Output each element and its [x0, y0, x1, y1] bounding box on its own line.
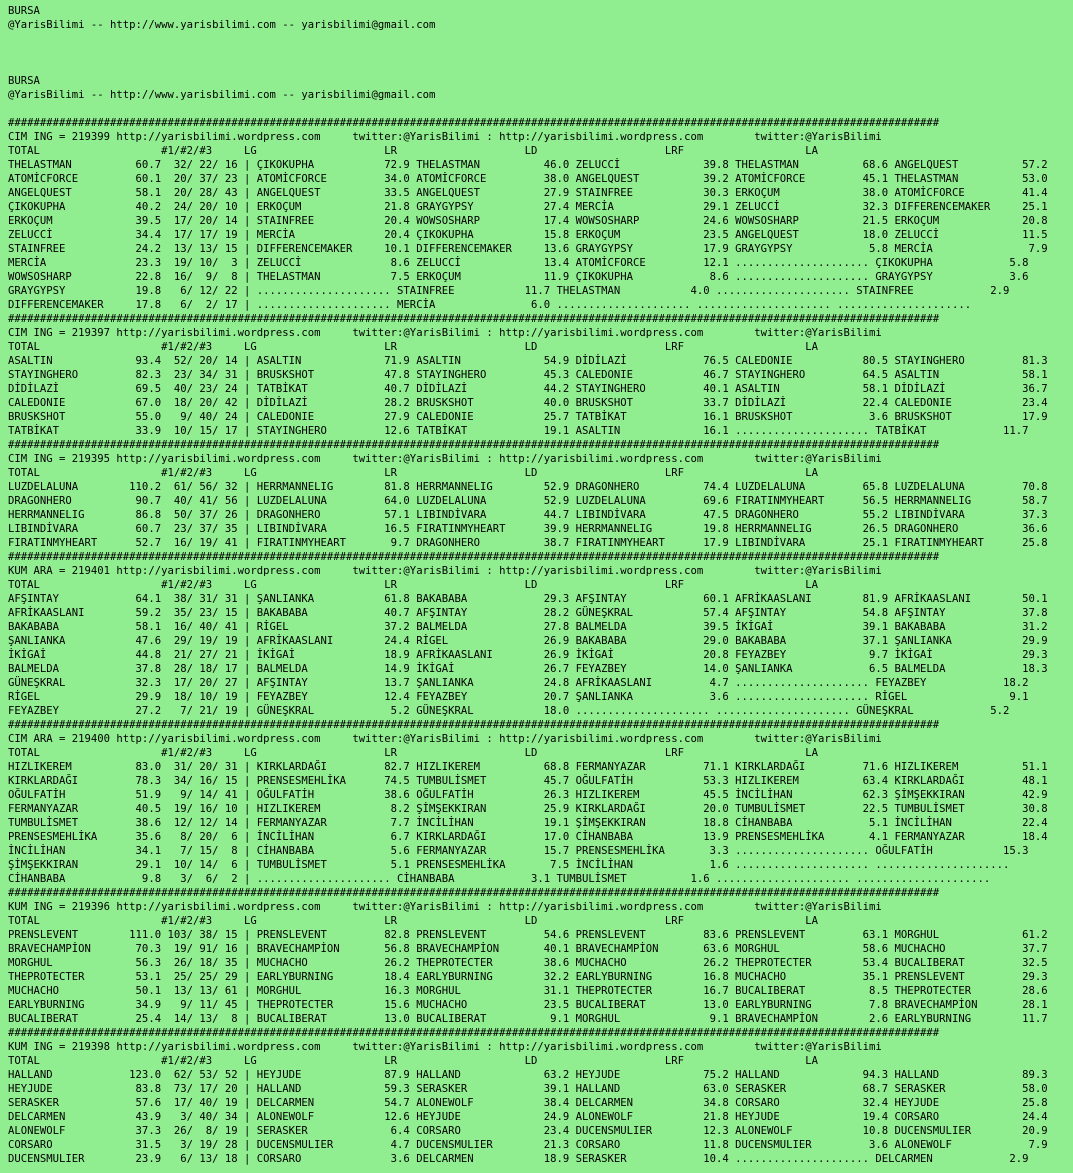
report-line: BRAVECHAMPİON 70.3 19/ 91/ 16 | BRAVECHAMPİON 56.8 BRAVECHAMPİON 40.1 BRAVECHAMPİON 63.6 MORGHUL 58.6 MUCHACHO 37.7 [8, 943, 1048, 955]
report-line: STAYINGHERO 82.3 23/ 34/ 31 | BRUSKSHOT 47.8 STAYINGHERO 45.3 CALEDONIE 46.7 STAYINGHERO 64.5 ASALTIN 58.1 [8, 369, 1048, 381]
report-line: LUZDELALUNA 110.2 61/ 56/ 32 | HERRMANNELIG 81.8 HERRMANNELIG 52.9 DRAGONHERO 74.4 LUZDELALUNA 65.8 LUZDELALUNA 70.8 [8, 481, 1048, 493]
report-line: CİHANBABA 9.8 3/ 6/ 2 | ..................... CİHANBABA 3.1 TUMBULİSMET 1.6 ..................... ..................... [8, 873, 991, 885]
report-line: CIM ARA = 219400 http://yarisbilimi.wordpress.com twitter:@YarisBilimi : http://yarisbilimi.wordpress.com twitter:@YarisBilimi [8, 733, 882, 745]
report-line: ZELUCCİ 34.4 17/ 17/ 19 | MERCİA 20.4 ÇIKOKUPHA 15.8 ERKOÇUM 23.5 ANGELQUEST 18.0 ZELUCCİ 11.5 [8, 229, 1048, 241]
report-line: AFŞINTAY 64.1 38/ 31/ 31 | ŞANLIANKA 61.8 BAKABABA 29.3 AFŞINTAY 60.1 AFRİKAASLANI 81.9 AFRİKAASLANI 50.1 [8, 593, 1048, 605]
report-line: GÜNEŞKRAL 32.3 17/ 20/ 27 | AFŞINTAY 13.7 ŞANLIANKA 24.8 AFRİKAASLANI 4.7 ..................... FEYAZBEY 18.2 [8, 677, 1029, 689]
report-line: ŞANLIANKA 47.6 29/ 19/ 19 | AFRİKAASLANI 24.4 RİGEL 26.9 BAKABABA 29.0 BAKABABA 37.1 ŞANLIANKA 29.9 [8, 635, 1048, 647]
report-line: DELCARMEN 43.9 3/ 40/ 34 | ALONEWOLF 12.6 HEYJUDE 24.9 ALONEWOLF 21.8 HEYJUDE 19.4 CORSARO 24.4 [8, 1111, 1048, 1123]
section-divider: ################################################################################################################################################## [8, 1027, 940, 1039]
report-line: FIRATINMYHEART 52.7 16/ 19/ 41 | FIRATINMYHEART 9.7 DRAGONHERO 38.7 FIRATINMYHEART 17.9 LIBINDİVARA 25.1 FIRATINMYHEART 25.8 [8, 537, 1048, 549]
report-line: HERRMANNELIG 86.8 50/ 37/ 26 | DRAGONHERO 57.1 LIBINDİVARA 44.7 LIBINDİVARA 47.5 DRAGONHERO 55.2 LIBINDİVARA 37.3 [8, 509, 1048, 521]
report-line: CALEDONIE 67.0 18/ 20/ 42 | DİDİLAZİ 28.2 BRUSKSHOT 40.0 BRUSKSHOT 33.7 DİDİLAZİ 22.4 CALEDONIE 23.4 [8, 397, 1048, 409]
report-line: KUM ING = 219398 http://yarisbilimi.wordpress.com twitter:@YarisBilimi : http://yarisbilimi.wordpress.com twitter:@YarisBilimi [8, 1041, 882, 1053]
section-divider: ################################################################################################################################################## [8, 439, 940, 451]
report-line: CIM ING = 219397 http://yarisbilimi.wordpress.com twitter:@YarisBilimi : http://yarisbilimi.wordpress.com twitter:@YarisBilimi [8, 327, 882, 339]
report-line: EARLYBURNING 34.9 9/ 11/ 45 | THEPROTECTER 15.6 MUCHACHO 23.5 BUCALIBERAT 13.0 EARLYBURNING 7.8 BRAVECHAMPİON 28.1 [8, 999, 1048, 1011]
report-line: İNCİLİHAN 34.1 7/ 15/ 8 | CİHANBABA 5.6 FERMANYAZAR 15.7 PRENSESMEHLİKA 3.3 ..................... OĞULFATİH 15.3 [8, 845, 1029, 857]
report-line: FERMANYAZAR 40.5 19/ 16/ 10 | HIZLIKEREM 8.2 ŞİMŞEKKIRAN 25.9 KIRKLARDAĞI 20.0 TUMBULİSMET 22.5 TUMBULİSMET 30.8 [8, 803, 1048, 815]
report-line: PRENSESMEHLİKA 35.6 8/ 20/ 6 | İNCİLİHAN 6.7 KIRKLARDAĞI 17.0 CİHANBABA 13.9 PRENSESMEHLİKA 4.1 FERMANYAZAR 18.4 [8, 831, 1048, 843]
report-line: PRENSLEVENT 111.0 103/ 38/ 15 | PRENSLEVENT 82.8 PRENSLEVENT 54.6 PRENSLEVENT 83.6 PRENSLEVENT 63.1 MORGHUL 61.2 [8, 929, 1048, 941]
report-line: AFRİKAASLANI 59.2 35/ 23/ 15 | BAKABABA 40.7 AFŞINTAY 28.2 GÜNEŞKRAL 57.4 AFŞINTAY 54.8 AFŞINTAY 37.8 [8, 607, 1048, 619]
section-divider: ################################################################################################################################################## [8, 719, 940, 731]
race-tables [8, 117, 1048, 1165]
report-line: HALLAND 123.0 62/ 53/ 52 | HEYJUDE 87.9 HALLAND 63.2 HEYJUDE 75.2 HALLAND 94.3 HALLAND 89.3 [8, 1069, 1048, 1081]
report-line: KUM ING = 219396 http://yarisbilimi.wordpress.com twitter:@YarisBilimi : http://yarisbilimi.wordpress.com twitter:@YarisBilimi [8, 901, 882, 913]
report-line: BALMELDA 37.8 28/ 18/ 17 | BALMELDA 14.9 İKİGAİ 26.7 FEYAZBEY 14.0 ŞANLIANKA 6.5 BALMELDA 18.3 [8, 663, 1048, 675]
report-line: STAINFREE 24.2 13/ 13/ 15 | DIFFERENCEMAKER 10.1 DIFFERENCEMAKER 13.6 GRAYGYPSY 17.9 GRAYGYPSY 5.8 MERCİA 7.9 [8, 243, 1048, 255]
report-line: KUM ARA = 219401 http://yarisbilimi.wordpress.com twitter:@YarisBilimi : http://yarisbilimi.wordpress.com twitter:@YarisBilimi [8, 565, 882, 577]
report-line: BAKABABA 58.1 16/ 40/ 41 | RİGEL 37.2 BALMELDA 27.8 BALMELDA 39.5 İKİGAİ 39.1 BAKABABA 31.2 [8, 621, 1048, 633]
report-line: TOTAL #1/#2/#3 LG LR LD LRF LA [8, 341, 819, 353]
report-line: MUCHACHO 50.1 13/ 13/ 61 | MORGHUL 16.3 MORGHUL 31.1 THEPROTECTER 16.7 BUCALIBERAT 8.5 THEPROTECTER 28.6 [8, 985, 1048, 997]
header-city: BURSA [8, 5, 40, 17]
report-line: ALONEWOLF 37.3 26/ 8/ 19 | SERASKER 6.4 CORSARO 23.4 DUCENSMULIER 12.3 ALONEWOLF 10.8 DUCENSMULIER 20.9 [8, 1125, 1048, 1137]
report-line: TOTAL #1/#2/#3 LG LR LD LRF LA [8, 915, 819, 927]
report-line: TOTAL #1/#2/#3 LG LR LD LRF LA [8, 747, 819, 759]
section-divider: ################################################################################################################################################## [8, 887, 940, 899]
report-line: ATOMİCFORCE 60.1 20/ 37/ 23 | ATOMİCFORCE 34.0 ATOMİCFORCE 38.0 ANGELQUEST 39.2 ATOMİCFORCE 45.1 THELASTMAN 53.0 [8, 173, 1048, 185]
report-line: BRUSKSHOT 55.0 9/ 40/ 24 | CALEDONIE 27.9 CALEDONIE 25.7 TATBİKAT 16.1 BRUSKSHOT 3.6 BRUSKSHOT 17.9 [8, 411, 1048, 423]
report-line: WOWSOSHARP 22.8 16/ 9/ 8 | THELASTMAN 7.5 ERKOÇUM 11.9 ÇIKOKUPHA 8.6 ..................... GRAYGYPSY 3.6 [8, 271, 1029, 283]
report-line: TOTAL #1/#2/#3 LG LR LD LRF LA [8, 145, 819, 157]
report-line: GRAYGYPSY 19.8 6/ 12/ 22 | ..................... STAINFREE 11.7 THELASTMAN 4.0 ..................... STAINFREE 2.9 [8, 285, 1010, 297]
report-line: SERASKER 57.6 17/ 40/ 19 | DELCARMEN 54.7 ALONEWOLF 38.4 DELCARMEN 34.8 CORSARO 32.4 HEYJUDE 25.8 [8, 1097, 1048, 1109]
report-line: MORGHUL 56.3 26/ 18/ 35 | MUCHACHO 26.2 THEPROTECTER 38.6 MUCHACHO 26.2 THEPROTECTER 53.4 BUCALIBERAT 32.5 [8, 957, 1048, 969]
report-line: TOTAL #1/#2/#3 LG LR LD LRF LA [8, 1055, 819, 1067]
section-divider: ################################################################################################################################################## [8, 313, 940, 325]
report-line: DIFFERENCEMAKER 17.8 6/ 2/ 17 | ..................... MERCİA 6.0 ..................... ..................... ..................... [8, 299, 972, 311]
report-line: İKİGAİ 44.8 21/ 27/ 21 | İKİGAİ 18.9 AFRİKAASLANI 26.9 İKİGAİ 20.8 FEYAZBEY 9.7 İKİGAİ 29.3 [8, 649, 1048, 661]
report-line: DİDİLAZİ 69.5 40/ 23/ 24 | TATBİKAT 40.7 DİDİLAZİ 44.2 STAYINGHERO 40.1 ASALTIN 58.1 DİDİLAZİ 36.7 [8, 383, 1048, 395]
report-line: LIBINDİVARA 60.7 23/ 37/ 35 | LIBINDİVARA 16.5 FIRATINMYHEART 39.9 HERRMANNELIG 19.8 HERRMANNELIG 26.5 DRAGONHERO 36.6 [8, 523, 1048, 535]
report-line: ERKOÇUM 39.5 17/ 20/ 14 | STAINFREE 20.4 WOWSOSHARP 17.4 WOWSOSHARP 24.6 WOWSOSHARP 21.5 ERKOÇUM 20.8 [8, 215, 1048, 227]
report-line: TATBİKAT 33.9 10/ 15/ 17 | STAYINGHERO 12.6 TATBİKAT 19.1 ASALTIN 16.1 ..................... TATBİKAT 11.7 [8, 425, 1029, 437]
report-line: CORSARO 31.5 3/ 19/ 28 | DUCENSMULIER 4.7 DUCENSMULIER 21.3 CORSARO 11.8 DUCENSMULIER 3.6 ALONEWOLF 7.9 [8, 1139, 1048, 1151]
header-contact-repeat: @YarisBilimi -- http://www.yarisbilimi.com -- yarisbilimi@gmail.com [8, 89, 436, 101]
header-contact: @YarisBilimi -- http://www.yarisbilimi.com -- yarisbilimi@gmail.com [8, 19, 436, 31]
report-line: FEYAZBEY 27.2 7/ 21/ 19 | GÜNEŞKRAL 5.2 GÜNEŞKRAL 18.0 ..................... ..................... GÜNEŞKRAL 5.2 [8, 705, 1010, 717]
report-line: THEPROTECTER 53.1 25/ 25/ 29 | EARLYBURNING 18.4 EARLYBURNING 32.2 EARLYBURNING 16.8 MUCHACHO 35.1 PRENSLEVENT 29.3 [8, 971, 1048, 983]
section-divider: ################################################################################################################################################## [8, 551, 940, 563]
report-line: KIRKLARDAĞI 78.3 34/ 16/ 15 | PRENSESMEHLİKA 74.5 TUMBULİSMET 45.7 OĞULFATİH 53.3 HIZLIKEREM 63.4 KIRKLARDAĞI 48.1 [8, 775, 1048, 787]
report-line: TUMBULİSMET 38.6 12/ 12/ 14 | FERMANYAZAR 7.7 İNCİLİHAN 19.1 ŞİMŞEKKIRAN 18.8 CİHANBABA 5.1 İNCİLİHAN 22.4 [8, 817, 1048, 829]
section-divider: ################################################################################################################################################## [8, 117, 940, 129]
report-line: ASALTIN 93.4 52/ 20/ 14 | ASALTIN 71.9 ASALTIN 54.9 DİDİLAZİ 76.5 CALEDONIE 80.5 STAYINGHERO 81.3 [8, 355, 1048, 367]
report-line: RİGEL 29.9 18/ 10/ 19 | FEYAZBEY 12.4 FEYAZBEY 20.7 ŞANLIANKA 3.6 ..................... RİGEL 9.1 [8, 691, 1029, 703]
header-city-repeat: BURSA [8, 75, 40, 87]
report-line: BUCALIBERAT 25.4 14/ 13/ 8 | BUCALIBERAT 13.0 BUCALIBERAT 9.1 MORGHUL 9.1 BRAVECHAMPİON 2.6 EARLYBURNING 11.7 [8, 1013, 1048, 1025]
report-line: THELASTMAN 60.7 32/ 22/ 16 | ÇIKOKUPHA 72.9 THELASTMAN 46.0 ZELUCCİ 39.8 THELASTMAN 68.6 ANGELQUEST 57.2 [8, 159, 1048, 171]
report-line: CIM ING = 219399 http://yarisbilimi.wordpress.com twitter:@YarisBilimi : http://yarisbilimi.wordpress.com twitter:@YarisBilimi [8, 131, 882, 143]
report-line: TOTAL #1/#2/#3 LG LR LD LRF LA [8, 467, 819, 479]
report-line: ŞİMŞEKKIRAN 29.1 10/ 14/ 6 | TUMBULİSMET 5.1 PRENSESMEHLİKA 7.5 İNCİLİHAN 1.6 ..................... ..................... [8, 859, 1010, 871]
report-line: CIM ING = 219395 http://yarisbilimi.wordpress.com twitter:@YarisBilimi : http://yarisbilimi.wordpress.com twitter:@YarisBilimi [8, 453, 882, 465]
report-line: DUCENSMULIER 23.9 6/ 13/ 18 | CORSARO 3.6 DELCARMEN 18.9 SERASKER 10.4 ..................... DELCARMEN 2.9 [8, 1153, 1029, 1165]
report-line: HEYJUDE 83.8 73/ 17/ 20 | HALLAND 59.3 SERASKER 39.1 HALLAND 63.0 SERASKER 68.7 SERASKER 58.0 [8, 1083, 1048, 1095]
report-line: OĞULFATİH 51.9 9/ 14/ 41 | OĞULFATİH 38.6 OĞULFATİH 26.3 HIZLIKEREM 45.5 İNCİLİHAN 62.3 ŞİMŞEKKIRAN 42.9 [8, 789, 1048, 801]
report-line: TOTAL #1/#2/#3 LG LR LD LRF LA [8, 579, 819, 591]
report-line: ÇIKOKUPHA 40.2 24/ 20/ 10 | ERKOÇUM 21.8 GRAYGYPSY 27.4 MERCİA 29.1 ZELUCCİ 32.3 DIFFERENCEMAKER 25.1 [8, 201, 1048, 213]
report-line: DRAGONHERO 90.7 40/ 41/ 56 | LUZDELALUNA 64.0 LUZDELALUNA 52.9 LUZDELALUNA 69.6 FIRATINMYHEART 56.5 HERRMANNELIG 58.7 [8, 495, 1048, 507]
report-line: HIZLIKEREM 83.0 31/ 20/ 31 | KIRKLARDAĞI 82.7 HIZLIKEREM 68.8 FERMANYAZAR 71.1 KIRKLARDAĞI 71.6 HIZLIKEREM 51.1 [8, 761, 1048, 773]
report-line: ANGELQUEST 58.1 20/ 28/ 43 | ANGELQUEST 33.5 ANGELQUEST 27.9 STAINFREE 30.3 ERKOÇUM 38.0 ATOMİCFORCE 41.4 [8, 187, 1048, 199]
report-line: MERCİA 23.3 19/ 10/ 3 | ZELUCCİ 8.6 ZELUCCİ 13.4 ATOMİCFORCE 12.1 ..................... ÇIKOKUPHA 5.8 [8, 257, 1029, 269]
